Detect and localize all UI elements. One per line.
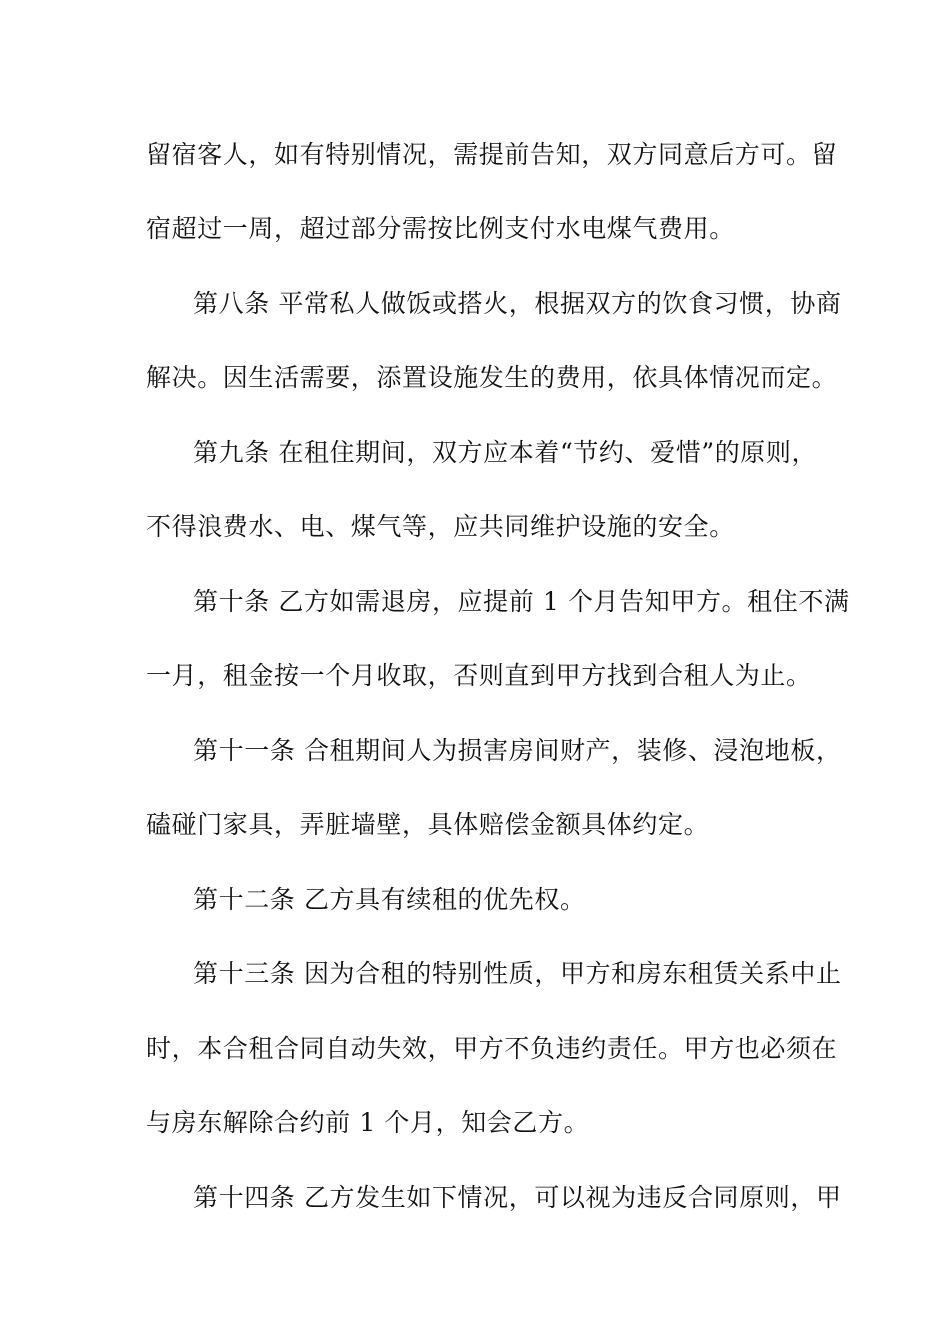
paragraph-article-12: 第十二条 乙方具有续租的优先权。 [193, 885, 586, 914]
paragraph-article-9: 第九条 在租住期间，双方应本着“节约、爱惜”的原则， [193, 438, 818, 467]
text-line: 一月，租金按一个月收取，否则直到甲方找到合租人为止。 [146, 661, 812, 690]
text-line: 与房东解除合约前 1 个月，知会乙方。 [146, 1108, 590, 1137]
paragraph-article-11: 第十一条 合租期间人为损害房间财产，装修、浸泡地板， [193, 736, 842, 765]
text-line: 宿超过一周，超过部分需按比例支付水电煤气费用。 [146, 214, 735, 243]
text-line: 时，本合租合同自动失效，甲方不负违约责任。甲方也必须在 [146, 1034, 838, 1063]
paragraph-article-14: 第十四条 乙方发生如下情况，可以视为违反合同原则，甲 [193, 1183, 842, 1212]
text-line: 留宿客人，如有特别情况，需提前告知，双方同意后方可。留 [146, 140, 838, 169]
text-line: 磕碰门家具，弄脏墙壁，具体赔偿金额具体约定。 [146, 810, 710, 839]
paragraph-article-8: 第八条 平常私人做饭或搭火，根据双方的饮食习惯，协商 [193, 289, 842, 318]
text-line: 不得浪费水、电、煤气等，应共同维护设施的安全。 [146, 512, 735, 541]
text-line: 解决。因生活需要，添置设施发生的费用，依具体情况而定。 [146, 363, 838, 392]
paragraph-article-10: 第十条 乙方如需退房，应提前 1 个月告知甲方。租住不满 [193, 587, 850, 616]
paragraph-article-13: 第十三条 因为合租的特别性质，甲方和房东租赁关系中止 [193, 959, 842, 988]
